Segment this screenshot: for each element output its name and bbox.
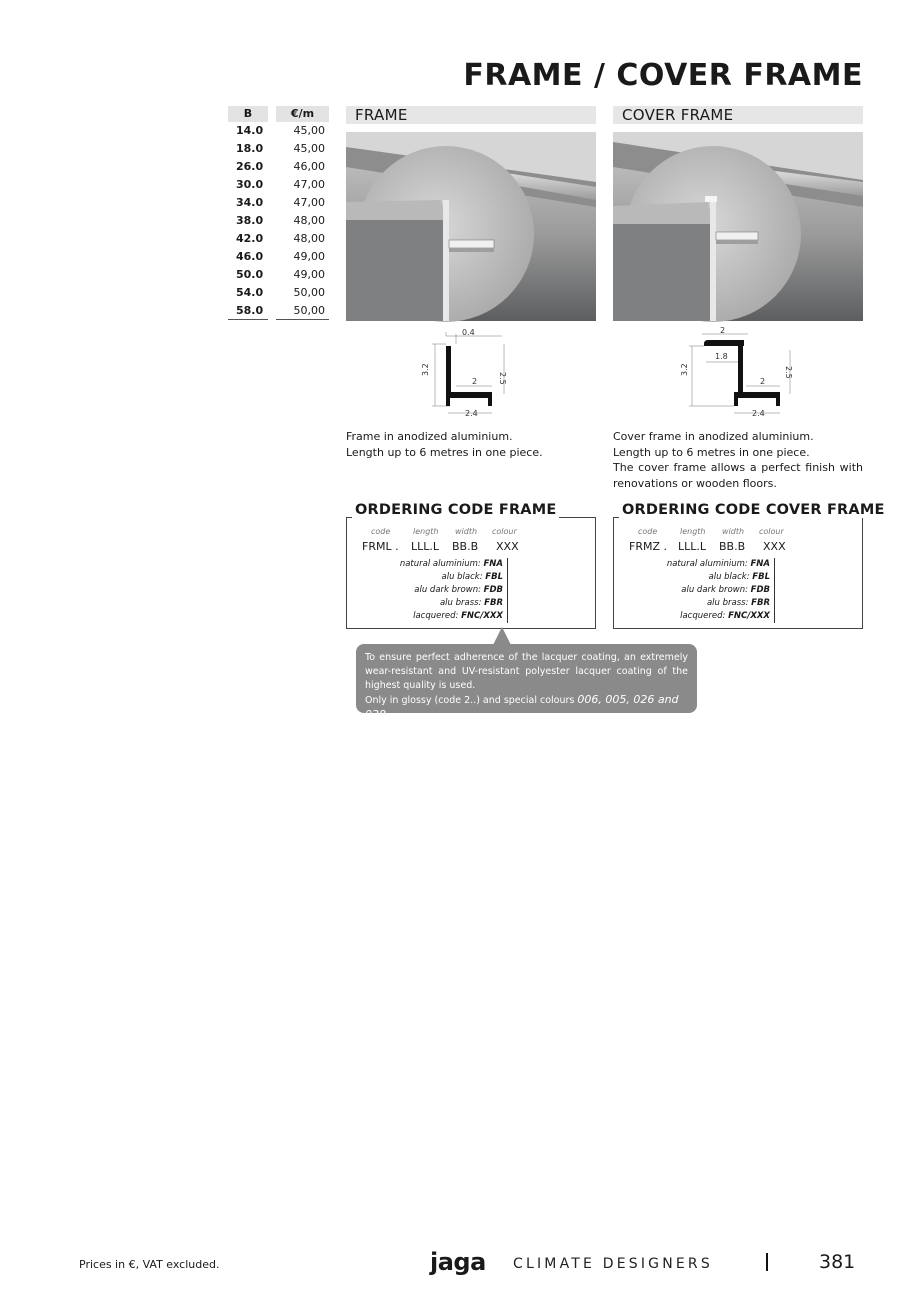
frame-ordering-colour: XXX bbox=[496, 540, 519, 553]
frame-desc-line: Length up to 6 metres in one piece. bbox=[346, 445, 543, 459]
price-table-row bbox=[228, 266, 329, 284]
cover-frame-ordering-length: LLL.L bbox=[678, 540, 707, 553]
width-cell: 18.0 bbox=[236, 142, 264, 155]
price-cell: 45,00 bbox=[293, 124, 325, 137]
footer-price-note: Prices in €, VAT excluded. bbox=[79, 1258, 220, 1271]
colour-option bbox=[667, 571, 770, 584]
colour-option bbox=[667, 610, 770, 623]
colour-name: natural aluminium: bbox=[666, 559, 751, 569]
price-cell: 48,00 bbox=[293, 214, 325, 227]
colour-code: FBR bbox=[484, 598, 503, 608]
note-line: To ensure perfect adherence of the lacquer coating, an extremely bbox=[365, 652, 688, 663]
footer-tagline: CLIMATE DESIGNERS bbox=[513, 1256, 713, 1272]
cover-frame-dim-bottom: 2.4 bbox=[752, 409, 765, 418]
price-table bbox=[228, 106, 329, 320]
cover-frame-profile-drawing bbox=[680, 324, 794, 420]
price-cell: 49,00 bbox=[293, 250, 325, 263]
price-cell: 50,00 bbox=[293, 286, 325, 299]
frame-photo bbox=[346, 132, 596, 321]
colour-option bbox=[400, 584, 503, 597]
colour-name: alu dark brown: bbox=[414, 585, 484, 595]
price-table-row bbox=[228, 140, 329, 158]
colour-name: lacquered: bbox=[413, 611, 462, 621]
colour-option bbox=[400, 610, 503, 623]
cover-frame-ordering-label-width: width bbox=[722, 527, 745, 536]
cover-frame-ordering-colour: XXX bbox=[763, 540, 786, 553]
cover-frame-desc-line: Length up to 6 metres in one piece. bbox=[613, 445, 810, 459]
frame-dim-right: 2.5 bbox=[498, 372, 507, 385]
lacquer-note bbox=[356, 644, 697, 721]
price-cell: 50,00 bbox=[276, 302, 329, 320]
price-table-row bbox=[228, 284, 329, 302]
cover-frame-ordering-code: FRMZ . bbox=[629, 540, 667, 553]
price-table-header bbox=[228, 106, 329, 122]
width-cell: 26.0 bbox=[236, 160, 264, 173]
cover-frame-ordering-width: BB.B bbox=[719, 540, 746, 553]
price-table-row bbox=[228, 212, 329, 230]
colour-name: alu brass: bbox=[706, 598, 752, 608]
note-line: highest quality is used. bbox=[365, 680, 476, 691]
width-cell: 54.0 bbox=[236, 286, 264, 299]
colour-option bbox=[667, 558, 770, 571]
colour-option bbox=[400, 558, 503, 571]
cover-frame-photo bbox=[613, 132, 863, 321]
note-colour-codes: 006, 005, 026 and 028. bbox=[365, 693, 679, 721]
cover-frame-ordering-label-colour: colour bbox=[759, 527, 784, 536]
frame-profile-drawing bbox=[420, 324, 520, 420]
cover-frame-ordering-label-length: length bbox=[680, 527, 706, 536]
price-cell: 48,00 bbox=[293, 232, 325, 245]
price-table-row bbox=[228, 230, 329, 248]
jaga-logo: jaga bbox=[430, 1248, 486, 1276]
frame-ordering-label-length: length bbox=[413, 527, 439, 536]
column-header-b: B bbox=[228, 106, 268, 122]
cover-frame-dim-inner: 1.8 bbox=[715, 352, 728, 361]
width-cell: 38.0 bbox=[236, 214, 264, 227]
price-table-row bbox=[228, 302, 329, 320]
frame-desc-line: Frame in anodized aluminium. bbox=[346, 430, 513, 443]
price-table-row bbox=[228, 158, 329, 176]
colour-code: FBR bbox=[751, 598, 770, 608]
page-number: 381 bbox=[819, 1251, 856, 1273]
colour-name: alu black: bbox=[441, 572, 486, 582]
cover-frame-colour-list bbox=[667, 558, 775, 623]
cover-frame-ordering-label-code: code bbox=[638, 527, 658, 536]
price-table-row bbox=[228, 248, 329, 266]
note-line-codes bbox=[365, 693, 688, 723]
cover-frame-description bbox=[613, 429, 863, 491]
colour-code: FDB bbox=[483, 585, 503, 595]
frame-dim-mid: 2 bbox=[472, 377, 478, 386]
frame-heading: FRAME bbox=[346, 106, 596, 124]
cover-frame-heading: COVER FRAME bbox=[613, 106, 863, 124]
colour-code: FDB bbox=[750, 585, 770, 595]
frame-ordering-label-code: code bbox=[371, 527, 391, 536]
colour-name: lacquered: bbox=[680, 611, 729, 621]
frame-ordering-code: FRML . bbox=[362, 540, 399, 553]
colour-option bbox=[667, 584, 770, 597]
colour-code: FNA bbox=[750, 559, 770, 569]
width-cell: 50.0 bbox=[236, 268, 264, 281]
colour-code: FNA bbox=[483, 559, 503, 569]
colour-code: FBL bbox=[485, 572, 503, 582]
colour-code: FNC/XXX bbox=[728, 611, 770, 621]
width-cell: 30.0 bbox=[236, 178, 264, 191]
frame-ordering-width: BB.B bbox=[452, 540, 479, 553]
cover-frame-dim-right: 2.5 bbox=[784, 366, 793, 379]
colour-name: alu dark brown: bbox=[681, 585, 751, 595]
frame-ordering-label-width: width bbox=[455, 527, 478, 536]
price-cell: 45,00 bbox=[293, 142, 325, 155]
width-cell: 46.0 bbox=[236, 250, 264, 263]
price-cell: 46,00 bbox=[293, 160, 325, 173]
note-line: Only in glossy (code 2..) and special colours bbox=[365, 695, 578, 706]
price-cell: 47,00 bbox=[293, 178, 325, 191]
width-cell: 58.0 bbox=[228, 302, 268, 320]
price-table-body bbox=[228, 122, 329, 320]
colour-option bbox=[400, 571, 503, 584]
price-cell: 49,00 bbox=[293, 268, 325, 281]
colour-name: alu brass: bbox=[439, 598, 485, 608]
colour-name: alu black: bbox=[708, 572, 753, 582]
frame-dim-top: 0.4 bbox=[462, 328, 475, 337]
frame-ordering-length: LLL.L bbox=[411, 540, 440, 553]
width-cell: 34.0 bbox=[236, 196, 264, 209]
note-line: wear-resistant and UV-resistant polyester lacquer coating of the bbox=[365, 666, 688, 677]
price-table-row bbox=[228, 176, 329, 194]
width-cell: 14.0 bbox=[236, 124, 264, 137]
colour-option bbox=[400, 597, 503, 610]
note-pointer bbox=[493, 627, 511, 645]
colour-name: natural aluminium: bbox=[399, 559, 484, 569]
price-cell: 47,00 bbox=[293, 196, 325, 209]
cover-frame-desc-line: Cover frame in anodized aluminium. bbox=[613, 430, 814, 443]
cover-frame-desc-line: The cover frame allows a perfect finish with renovations or wooden floors. bbox=[613, 461, 863, 490]
footer-divider bbox=[766, 1253, 768, 1271]
price-table-row bbox=[228, 122, 329, 140]
frame-ordering-label-colour: colour bbox=[492, 527, 517, 536]
colour-option bbox=[667, 597, 770, 610]
colour-code: FNC/XXX bbox=[461, 611, 503, 621]
cover-frame-ordering-title: ORDERING CODE COVER FRAME bbox=[619, 502, 888, 518]
colour-code: FBL bbox=[752, 572, 770, 582]
width-cell: 42.0 bbox=[236, 232, 264, 245]
frame-colour-list bbox=[400, 558, 508, 623]
price-table-row bbox=[228, 194, 329, 212]
frame-description bbox=[346, 429, 596, 460]
frame-dim-bottom: 2.4 bbox=[465, 409, 478, 418]
frame-ordering-title: ORDERING CODE FRAME bbox=[352, 502, 559, 518]
cover-frame-dim-height: 3.2 bbox=[680, 363, 689, 376]
column-header-price: €/m bbox=[276, 106, 329, 122]
page-title: FRAME / COVER FRAME bbox=[463, 58, 863, 93]
frame-dim-height: 3.2 bbox=[421, 363, 430, 376]
cover-frame-dim-mid: 2 bbox=[760, 377, 766, 386]
cover-frame-dim-top: 2 bbox=[720, 326, 726, 335]
